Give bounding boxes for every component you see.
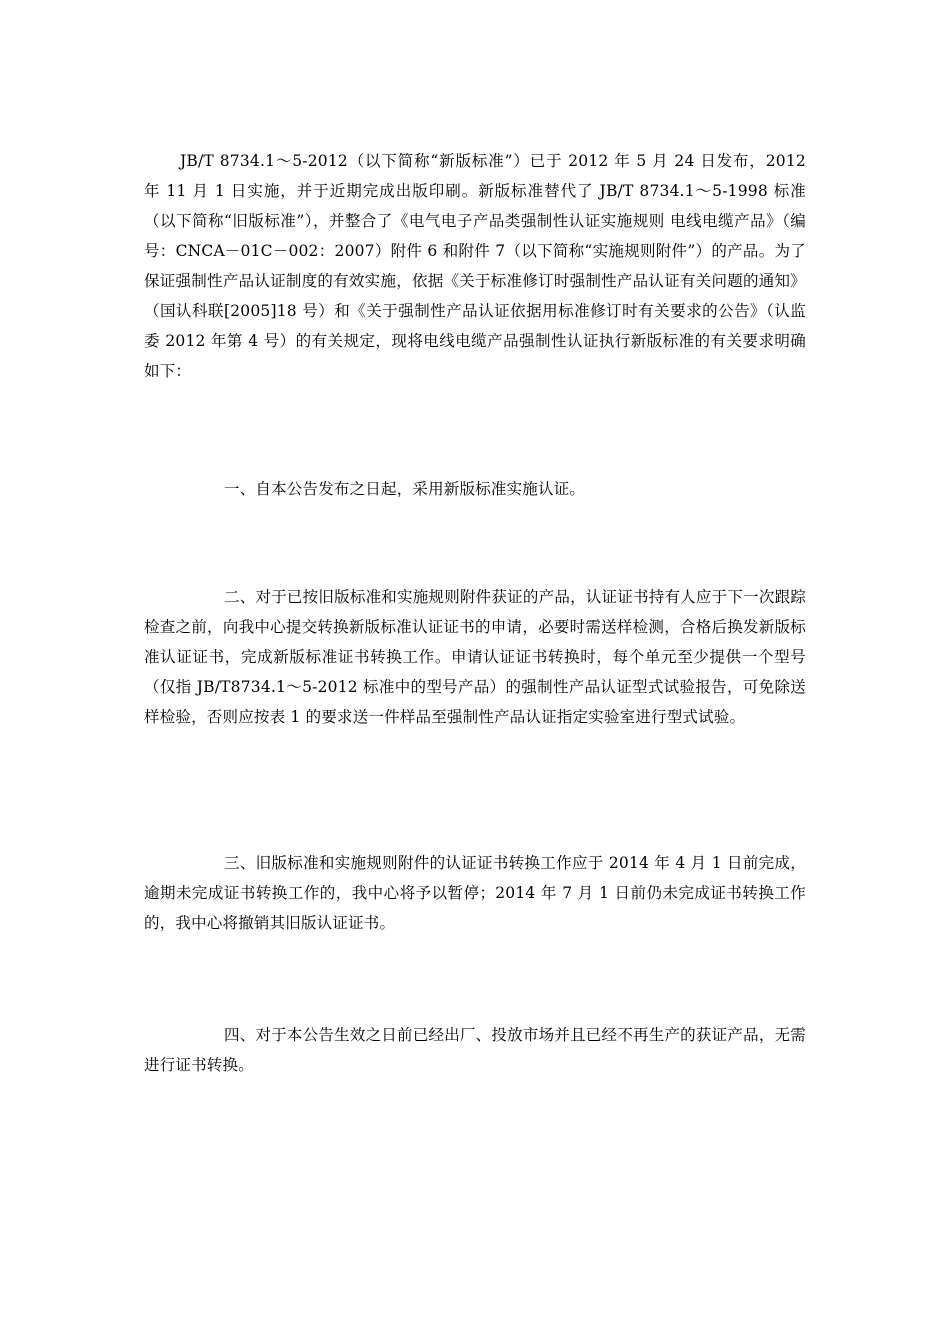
clause-four-paragraph: 四、对于本公告生效之日前已经出厂、投放市场并且已经不再生产的获证产品，无需进行证书转换。: [144, 1026, 806, 1074]
clause-three-paragraph: 三、旧版标准和实施规则附件的认证证书转换工作应于 2014 年 4 月 1 日前完成，逾期未完成证书转换工作的，我中心将予以暂停；2014 年 7 月 1 日前仍未完成证书转换工作的，我中心将撤销其旧版认证证书。: [144, 854, 806, 932]
clause-one-paragraph: 一、自本公告发布之日起，采用新版标准实施认证。: [224, 480, 586, 498]
clause-two-paragraph: 二、对于已按旧版标准和实施规则附件获证的产品，认证证书持有人应于下一次跟踪检查之前，向我中心提交转换新版标准认证证书的申请，必要时需送样检测，合格后换发新版标准认证证书，完成新版标准证书转换工作。申请认证证书转换时，每个单元至少提供一个型号（仅指 JB/T8734.1～5-2012 标准中的型号产品）的强制性产品认证型式试验报告，可免除送样检验，否则应按表 1 的要求送一件样品至强制性产品认证指定实验室进行型式试验。: [144, 588, 806, 726]
intro-paragraph: JB/T 8734.1～5-2012（以下简称“新版标准”）已于 2012 年 5 月 24 日发布，2012 年 11 月 1 日实施，并于近期完成出版印刷。新版标准替代了 JB/T 8734.1～5-1998 标准（以下简称“旧版标准”），并整合了《电气电子产品类强制性认证实施规则 电线电缆产品》（编号：CNCA－01C－002：2007）附件 6 和附件 7（以下简称“实施规则附件”）的产品。为了保证强制性产品认证制度的有效实施，依据《关于标准修订时强制性产品认证有关问题的通知》（国认科联[2005]18 号）和《关于强制性产品认证依据用标准修订时有关要求的公告》（认监委 2012 年第 4 号）的有关规定，现将电线电缆产品强制性认证执行新版标准的有关要求明确如下：: [144, 152, 807, 380]
